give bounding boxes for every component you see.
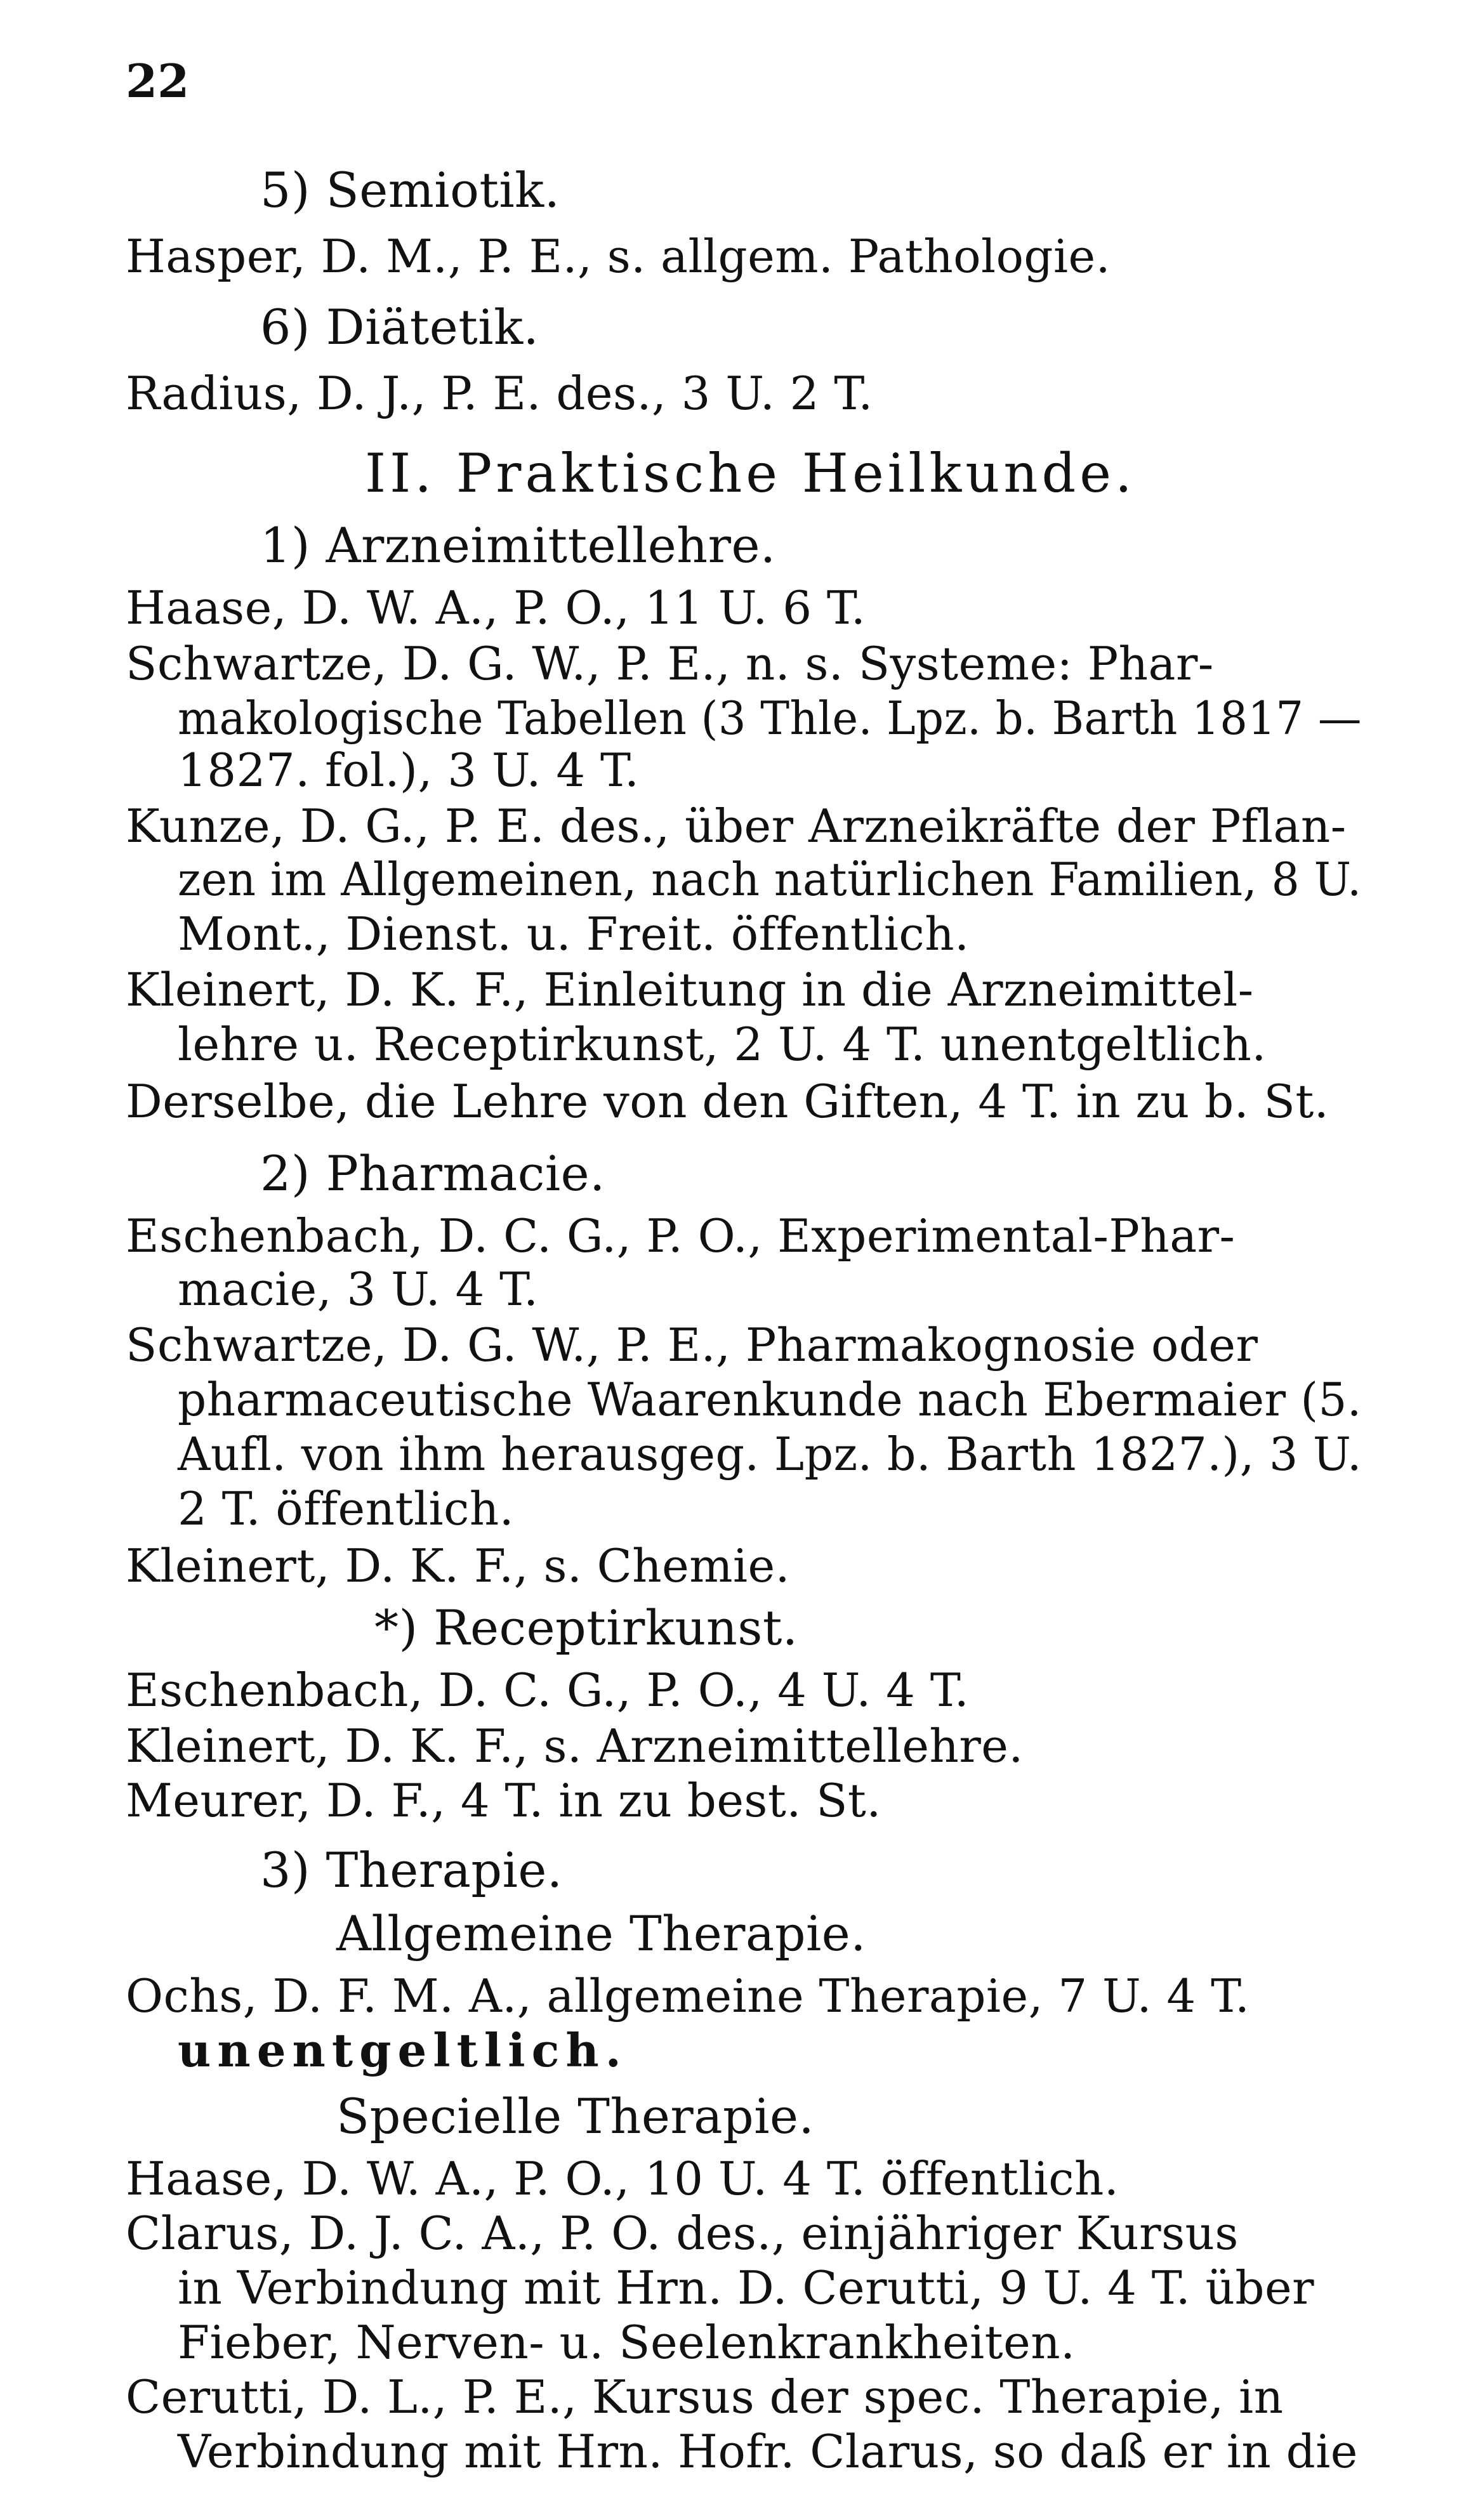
- entry-line: Kleinert, D. K. F., Einleitung in die Arzneimittel-: [126, 963, 1254, 1016]
- section-heading-diaetetik: 6) Diätetik.: [260, 299, 539, 355]
- entry-line: Eschenbach, D. C. G., P. O., 4 U. 4 T.: [126, 1664, 970, 1717]
- entry-line: Schwartze, D. G. W., P. E., n. s. Systeme: Phar-: [126, 637, 1214, 690]
- continuation-line: in Verbindung mit Hrn. D. Cerutti, 9 U. 4 T. über: [178, 2261, 1314, 2314]
- continuation-line: Aufl. von ihm herausgeg. Lpz. b. Barth 1827.), 3 U.: [178, 1427, 1362, 1481]
- continuation-line: 1827. fol.), 3 U. 4 T.: [178, 744, 640, 797]
- section-heading-pharmacie: 2) Pharmacie.: [260, 1145, 605, 1202]
- section-heading-arzneimittellehre: 1) Arzneimittellehre.: [260, 517, 776, 574]
- continuation-line: pharmaceutische Waarenkunde nach Ebermaier (5.: [178, 1373, 1362, 1426]
- entry-line: Meurer, D. F., 4 T. in zu best. St.: [126, 1774, 881, 1827]
- continuation-line: Verbindung mit Hrn. Hofr. Clarus, so daß er in die: [178, 2425, 1358, 2478]
- entry-line: Haase, D. W. A., P. O., 11 U. 6 T.: [126, 581, 866, 634]
- continuation-line: zen im Allgemeinen, nach natürlichen Familien, 8 U.: [178, 853, 1362, 906]
- continuation-line: 2 T. öffentlich.: [178, 1482, 515, 1535]
- continuation-line: unentgeltlich.: [178, 2023, 628, 2077]
- entry-line: Kleinert, D. K. F., s. Arzneimittellehre.: [126, 1719, 1024, 1773]
- continuation-line: makologische Tabellen (3 Thle. Lpz. b. Barth 1817 —: [178, 692, 1362, 745]
- section-heading-receptirkunst: *) Receptirkunst.: [374, 1599, 798, 1656]
- entry-line: Haase, D. W. A., P. O., 10 U. 4 T. öffentlich.: [126, 2152, 1119, 2205]
- page-number: 22: [126, 54, 190, 108]
- entry-line: Cerutti, D. L., P. E., Kursus der spec. Therapie, in: [126, 2370, 1284, 2424]
- entry-line: Hasper, D. M., P. E., s. allgem. Pathologie.: [126, 230, 1111, 283]
- subheading-specielle-therapie: Specielle Therapie.: [336, 2088, 815, 2144]
- main-heading-praktische-heilkunde: II. Praktische Heilkunde.: [365, 442, 1136, 504]
- entry-line: Radius, D. J., P. E. des., 3 U. 2 T.: [126, 367, 873, 420]
- entry-line: Kleinert, D. K. F., s. Chemie.: [126, 1539, 791, 1592]
- section-heading-semiotik: 5) Semiotik.: [260, 162, 560, 218]
- entry-line: Clarus, D. J. C. A., P. O. des., einjähriger Kursus: [126, 2207, 1239, 2260]
- continuation-line: Fieber, Nerven- u. Seelenkrankheiten.: [178, 2316, 1076, 2369]
- entry-line: Derselbe, die Lehre von den Giften, 4 T. in zu b. St.: [126, 1075, 1329, 1128]
- continuation-line: lehre u. Receptirkunst, 2 U. 4 T. unentgeltlich.: [178, 1018, 1267, 1071]
- continuation-line: Mont., Dienst. u. Freit. öffentlich.: [178, 907, 970, 961]
- entry-line: Ochs, D. F. M. A., allgemeine Therapie, 7 U. 4 T.: [126, 1969, 1250, 2023]
- continuation-line: macie, 3 U. 4 T.: [178, 1263, 539, 1316]
- section-heading-therapie: 3) Therapie.: [260, 1842, 563, 1898]
- entry-line: Eschenbach, D. C. G., P. O., Experimental-Phar-: [126, 1209, 1236, 1263]
- subheading-allgemeine-therapie: Allgemeine Therapie.: [336, 1905, 866, 1962]
- entry-line: Kunze, D. G., P. E. des., über Arzneikräfte der Pflan-: [126, 799, 1347, 853]
- entry-line: Schwartze, D. G. W., P. E., Pharmakognosie oder: [126, 1318, 1258, 1372]
